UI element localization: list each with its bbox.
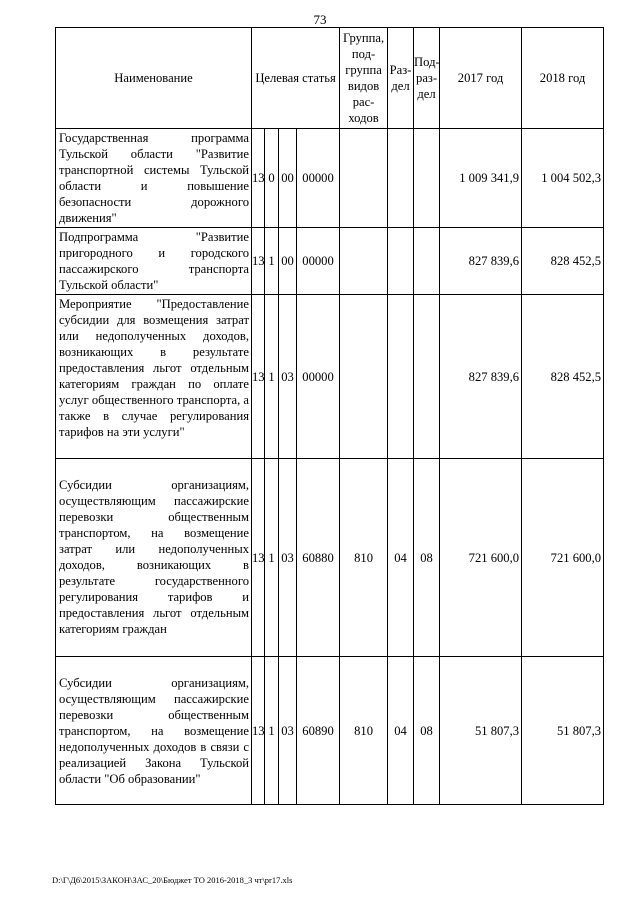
table-row <box>56 657 604 805</box>
table-row <box>56 295 604 459</box>
table-header-row <box>56 28 604 129</box>
section-cell <box>388 129 414 228</box>
group-cell <box>340 129 388 228</box>
group-cell <box>340 228 388 295</box>
header-target-item: Целевая статья <box>252 28 340 129</box>
value-2017: 721 600,0 <box>440 459 522 657</box>
table-row <box>56 459 604 657</box>
section-cell <box>388 228 414 295</box>
section-cell: 04 <box>388 459 414 657</box>
cs-direction: 00000 <box>297 129 340 228</box>
group-cell: 810 <box>340 459 388 657</box>
cs-program: 13 <box>252 228 265 295</box>
table-row <box>56 129 604 228</box>
header-group: Группа, под-группа видов рас-ходов <box>340 28 388 129</box>
section-cell: 04 <box>388 657 414 805</box>
cs-subprogram: 1 <box>265 459 279 657</box>
cs-direction: 60890 <box>297 657 340 805</box>
cs-direction: 00000 <box>297 228 340 295</box>
cs-program: 13 <box>252 657 265 805</box>
section-cell <box>388 295 414 459</box>
value-2018: 1 004 502,3 <box>522 129 604 228</box>
file-path-footer: D:\Г\Д6\2015\ЗАКОН\ЗАС_20\Бюджет ТО 2016-2018_3 чт\pr17.xls <box>52 875 293 885</box>
header-section: Раз-дел <box>388 28 414 129</box>
value-2017: 51 807,3 <box>440 657 522 805</box>
cs-event: 00 <box>279 129 297 228</box>
cs-event: 03 <box>279 459 297 657</box>
subsection-cell: 08 <box>414 459 440 657</box>
value-2018: 828 452,5 <box>522 295 604 459</box>
budget-table <box>55 27 604 805</box>
header-2017: 2017 год <box>440 28 522 129</box>
page-number: 73 <box>313 12 327 27</box>
group-cell: 810 <box>340 657 388 805</box>
cs-direction: 60880 <box>297 459 340 657</box>
value-2017: 1 009 341,9 <box>440 129 522 228</box>
table-row <box>56 228 604 295</box>
row-name: Мероприятие "Предоставление субсидии для возмещения затрат или недополученных доходов, возникающих в результате предоставления льгот отдельным категориям граждан по оплате услуг общественного транспорта, а также в случае регулирования тарифов на эти услуги" <box>56 295 252 459</box>
row-name: Субсидии организациям, осуществляющим пассажирские перевозки общественным транспортом, на возмещение недополученных доходов в связи с реализацией Закона Тульской области "Об образовании" <box>56 657 252 805</box>
subsection-cell: 08 <box>414 657 440 805</box>
subsection-cell <box>414 129 440 228</box>
header-2018: 2018 год <box>522 28 604 129</box>
cs-subprogram: 1 <box>265 228 279 295</box>
group-cell <box>340 295 388 459</box>
value-2018: 721 600,0 <box>522 459 604 657</box>
cs-subprogram: 1 <box>265 657 279 805</box>
cs-event: 03 <box>279 657 297 805</box>
row-name: Подпрограмма "Развитие пригородного и городского пассажирского транспорта Тульской области" <box>56 228 252 295</box>
header-subsection: Под-раз-дел <box>414 28 440 129</box>
cs-direction: 00000 <box>297 295 340 459</box>
value-2017: 827 839,6 <box>440 295 522 459</box>
cs-event: 00 <box>279 228 297 295</box>
cs-event: 03 <box>279 295 297 459</box>
row-name: Субсидии организациям, осуществляющим пассажирские перевозки общественным транспортом, на возмещение затрат или недополученных доходов, возникающих в результате государственного регулирования тарифов и предоставления льгот отдельным категориям граждан <box>56 459 252 657</box>
cs-program: 13 <box>252 129 265 228</box>
cs-subprogram: 0 <box>265 129 279 228</box>
subsection-cell <box>414 228 440 295</box>
cs-program: 13 <box>252 295 265 459</box>
header-name: Наименование <box>56 28 252 129</box>
row-name: Государственная программа Тульской области "Развитие транспортной системы Тульской области и повышение безопасности дорожного движения" <box>56 129 252 228</box>
value-2017: 827 839,6 <box>440 228 522 295</box>
subsection-cell <box>414 295 440 459</box>
value-2018: 828 452,5 <box>522 228 604 295</box>
cs-program: 13 <box>252 459 265 657</box>
cs-subprogram: 1 <box>265 295 279 459</box>
value-2018: 51 807,3 <box>522 657 604 805</box>
